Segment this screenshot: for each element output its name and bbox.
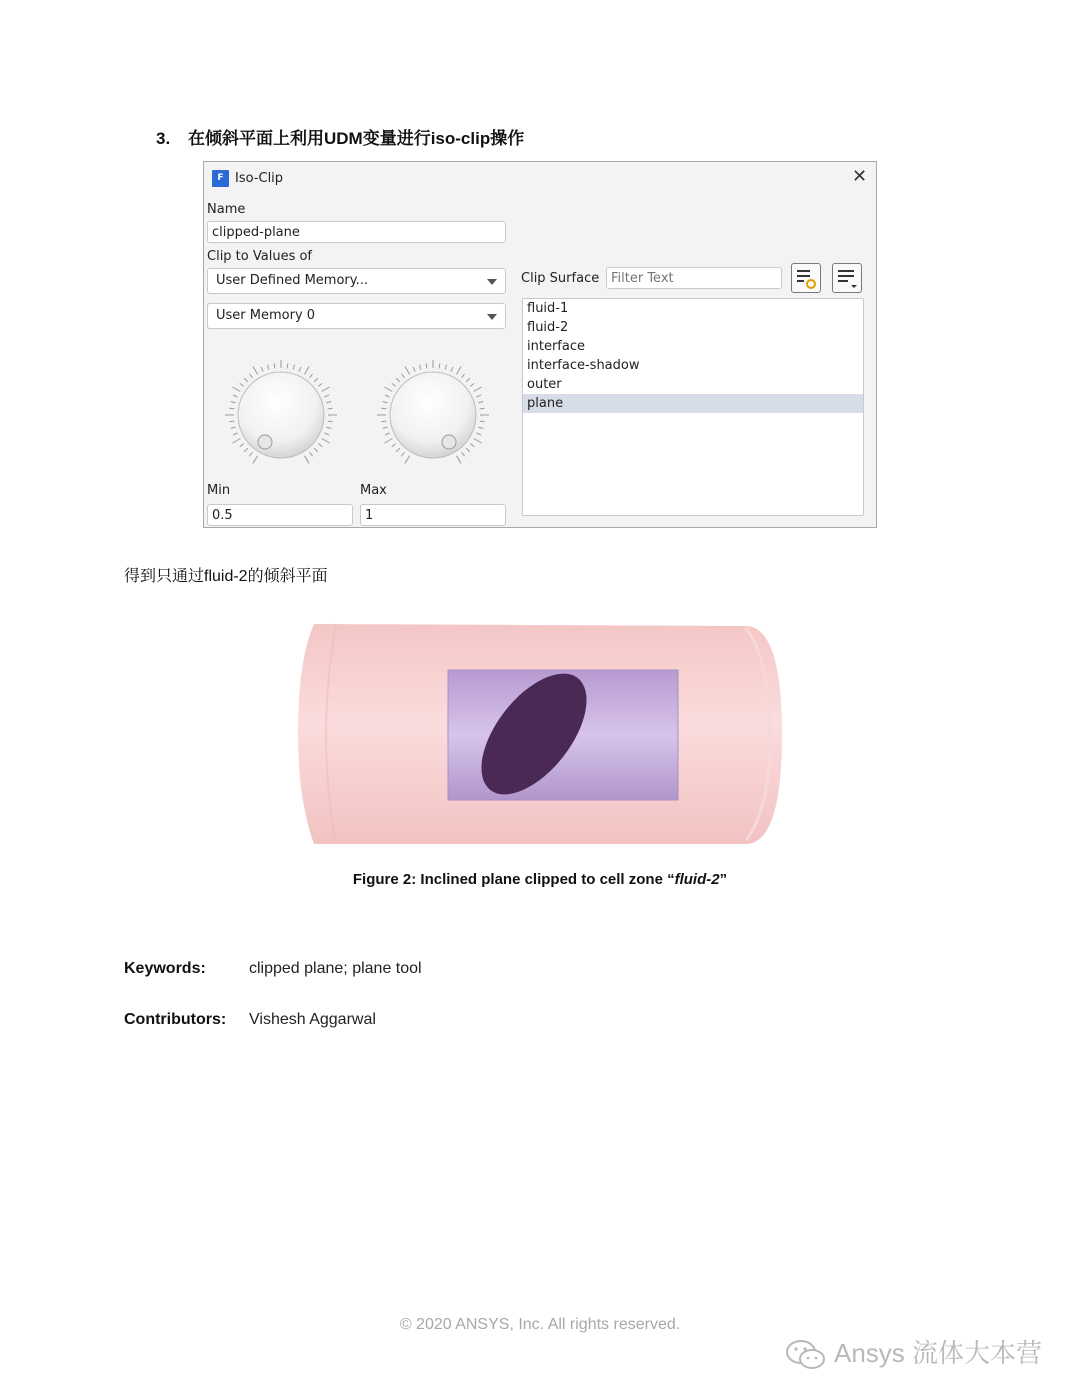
memory-selected: User Memory 0	[216, 308, 316, 323]
chevron-down-icon	[487, 314, 497, 320]
close-icon[interactable]: ✕	[852, 166, 868, 187]
surface-list-item[interactable]: fluid-1	[527, 301, 569, 316]
knob-indicator	[442, 435, 456, 449]
figure-caption-prefix: Figure 2: Inclined plane clipped to cell zone “	[352, 871, 675, 888]
result-caption: 得到只通过fluid-2的倾斜平面	[124, 568, 328, 585]
max-input[interactable]	[360, 504, 506, 526]
surface-list-item[interactable]: interface-shadow	[527, 358, 640, 373]
clip-values-select[interactable]	[207, 268, 506, 294]
keywords-label: Keywords:	[124, 960, 206, 977]
list-select-icon	[792, 264, 820, 292]
watermark-text: Ansys 流体大本营	[834, 1338, 1043, 1368]
filter-text-input[interactable]	[606, 267, 782, 289]
figure-caption-suffix: ”	[719, 871, 728, 888]
cylinder-figure	[296, 620, 784, 848]
list-options-button[interactable]	[832, 263, 862, 293]
name-input[interactable]	[207, 221, 506, 243]
contributors-value: Vishesh Aggarwal	[249, 1011, 376, 1028]
wechat-icon	[784, 1338, 828, 1372]
fluent-app-icon: F	[212, 170, 229, 187]
min-knob[interactable]	[224, 360, 338, 470]
copyright-footer: © 2020 ANSYS, Inc. All rights reserved.	[399, 1316, 681, 1333]
memory-select[interactable]	[207, 303, 506, 329]
name-label: Name	[207, 202, 246, 217]
surface-list-item[interactable]: fluid-2	[527, 320, 569, 335]
clip-surface-label: Clip Surface	[521, 271, 600, 286]
select-all-button[interactable]	[791, 263, 821, 293]
surface-list-item[interactable]: interface	[527, 339, 585, 354]
figure-caption-zone: fluid-2	[674, 871, 720, 888]
max-label: Max	[360, 483, 387, 498]
contributors-label: Contributors:	[124, 1011, 227, 1028]
keywords-value: clipped plane; plane tool	[249, 960, 422, 977]
list-menu-icon	[833, 264, 861, 292]
surface-list-item[interactable]: outer	[527, 377, 562, 392]
chevron-down-icon	[487, 279, 497, 285]
min-label: Min	[207, 483, 231, 498]
max-knob[interactable]	[376, 360, 490, 470]
surface-list-item[interactable]: plane	[523, 394, 863, 413]
clip-values-selected: User Defined Memory...	[216, 273, 368, 288]
knob-indicator	[258, 435, 272, 449]
step-heading	[156, 124, 524, 149]
figure-caption	[0, 871, 1080, 888]
clip-values-label: Clip to Values of	[207, 249, 313, 264]
iso-clip-dialog	[203, 161, 877, 528]
watermark	[784, 1333, 1042, 1372]
step-title: 在倾斜平面上利用UDM变量进行iso-clip操作	[188, 129, 525, 148]
clip-surface-list	[522, 298, 864, 516]
min-input[interactable]	[207, 504, 353, 526]
step-number: 3.	[156, 129, 171, 148]
dialog-title: Iso-Clip	[235, 171, 284, 186]
